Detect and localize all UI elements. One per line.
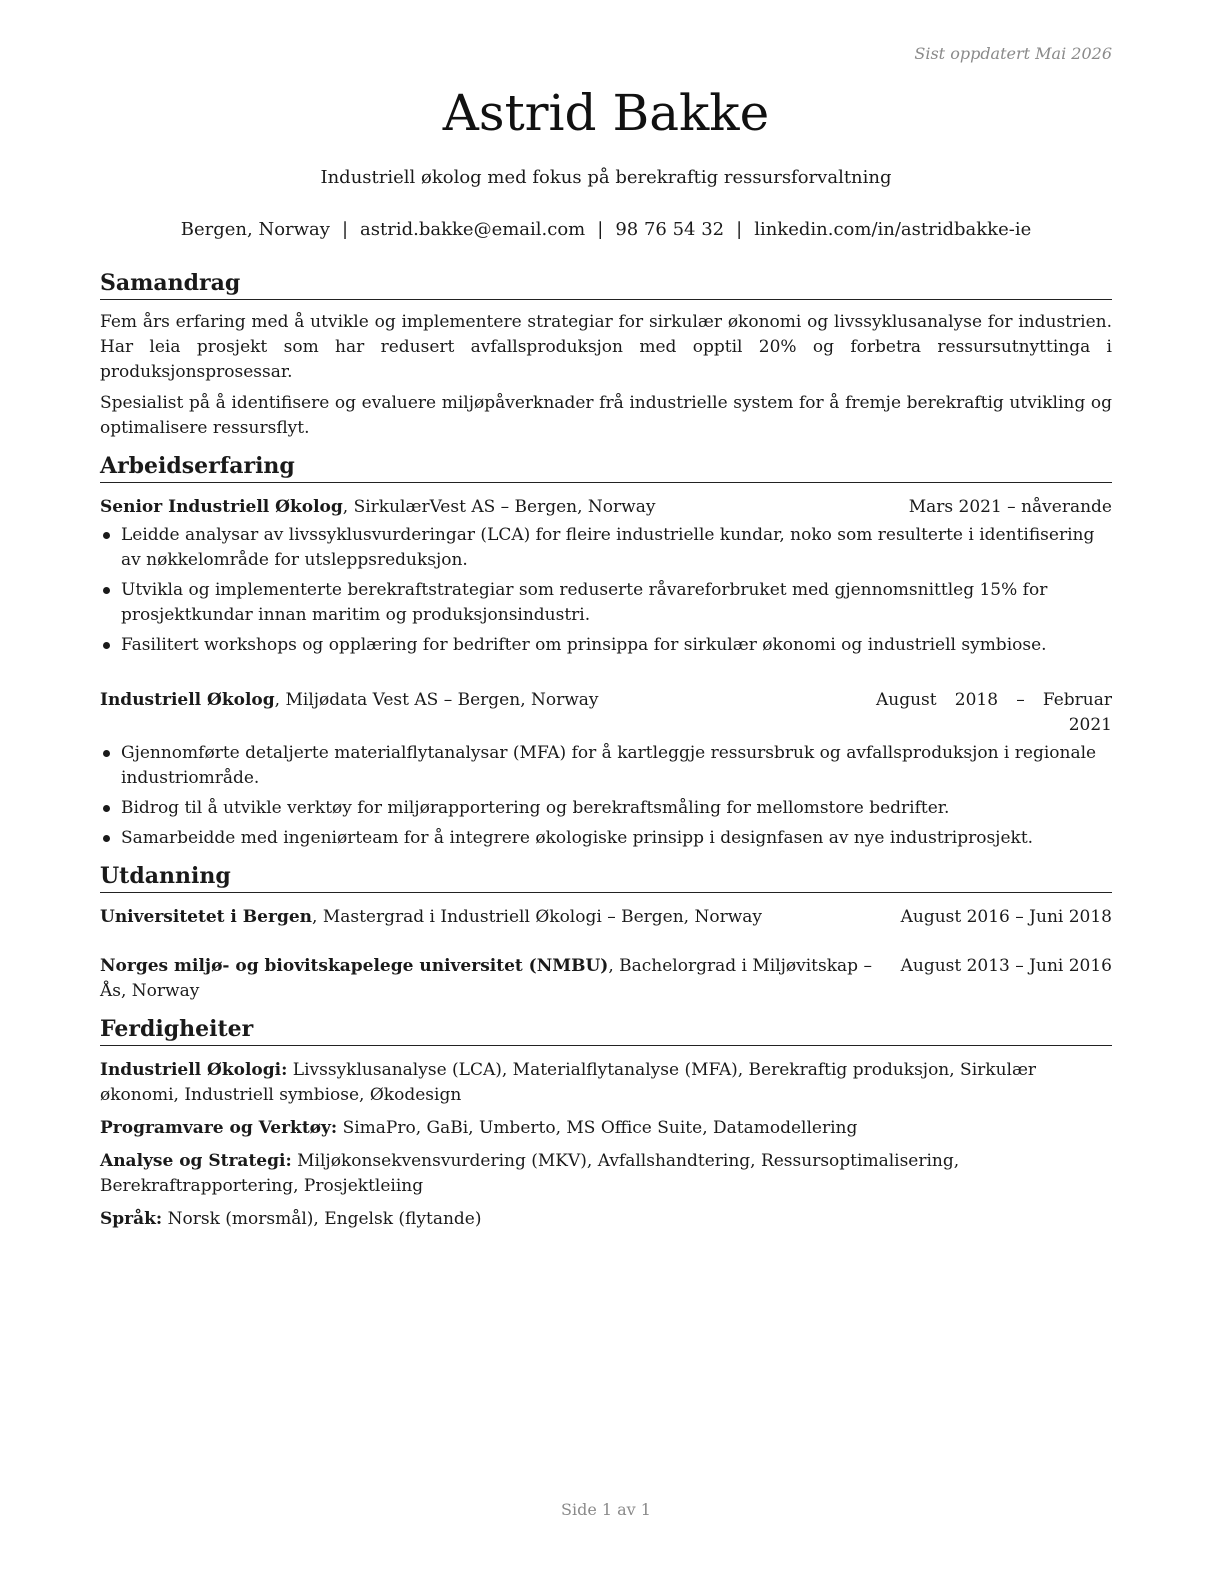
list-item: Fasilitert workshops og opplæring for bedrifter om prinsippa for sirkulær økonomi og industriell symbiose. (100, 633, 1112, 658)
education-entry (100, 954, 1112, 1004)
contact-location: Bergen, Norway (180, 219, 330, 240)
skill-label: Programvare og Verktøy: (100, 1118, 338, 1138)
education-entry (100, 905, 1112, 930)
resume-content (100, 268, 1112, 1232)
section-title-summary: Samandrag (100, 268, 1112, 300)
job-title-line (100, 495, 909, 520)
education-header (100, 954, 1112, 1004)
education-dates: August 2016 – Juni 2018 (900, 907, 1112, 927)
skill-row (100, 1058, 1112, 1108)
job-header (100, 495, 1112, 520)
job-dates: August 2018 – Februar 2021 (876, 690, 1112, 735)
list-item: Bidrog til å utvikle verktøy for miljørapportering og berekraftsmåling for mellomstore bedrifter. (100, 796, 1112, 821)
last-updated: Sist oppdatert Mai 2026 (914, 44, 1112, 63)
skill-value: Norsk (morsmål), Engelsk (flytande) (162, 1209, 482, 1229)
separator: | (341, 219, 349, 240)
list-item: Utvikla og implementerte berekraftstrategiar som reduserte råvareforbruket med gjennomsnittleg 15% for prosjektkundar innan maritim og produksjonsindustri. (100, 578, 1112, 628)
contact-phone: 98 76 54 32 (615, 219, 725, 240)
section-title-education: Utdanning (100, 861, 1112, 893)
section-title-experience: Arbeidserfaring (100, 451, 1112, 483)
job-dates: Mars 2021 – nåverande (908, 497, 1112, 517)
skill-row (100, 1116, 1112, 1141)
summary-paragraph: Fem års erfaring med å utvikle og implementere strategiar for sirkulær økonomi og livssyklusanalyse for industrien. Har leia prosjekt som har redusert avfallsproduksjon med opptil 20% og forbetra ressursutnyttinga i produksjonsprosessar. (100, 312, 1112, 382)
skill-row (100, 1207, 1112, 1232)
job-header (100, 688, 1112, 738)
skill-label: Industriell Økologi: (100, 1060, 288, 1080)
skill-label: Språk: (100, 1209, 163, 1229)
skill-label: Analyse og Strategi: (100, 1151, 292, 1171)
list-item: Leidde analysar av livssyklusvurderingar (LCA) for fleire industrielle kundar, noko som resulterte i identifisering av nøkkelområde for utsleppsreduksjon. (100, 523, 1112, 573)
job-entry (100, 495, 1112, 658)
job-title-line (100, 688, 876, 738)
page-number: Side 1 av 1 (561, 1500, 651, 1519)
contact-line (100, 219, 1112, 240)
skills-section (100, 1014, 1112, 1232)
skill-row (100, 1149, 1112, 1199)
education-line (100, 905, 901, 930)
skill-value: Miljøkonsekvensvurdering (MKV), Avfallshandtering, Ressursoptimalisering, Berekraftrapportering, Prosjektleiing (100, 1151, 960, 1196)
education-dates: August 2013 – Juni 2016 (900, 956, 1112, 976)
separator: | (597, 219, 604, 240)
job-bullets (100, 523, 1112, 658)
summary-paragraph: Spesialist på å identifisere og evaluere miljøpåverknader frå industrielle system for å fremje berekraftig utvikling og optimalisere ressursflyt. (100, 393, 1112, 438)
degree-details: , Mastergrad i Industriell Økologi – Bergen, Norway (312, 907, 763, 927)
contact-linkedin[interactable]: linkedin.com/in/astridbakke-ie (754, 219, 1032, 240)
summary-section (100, 268, 1112, 441)
job-bullets (100, 741, 1112, 851)
contact-email[interactable]: astrid.bakke@email.com (360, 219, 586, 240)
tagline: Industriell økolog med fokus på berekraftig ressursforvaltning (320, 167, 892, 188)
candidate-name: Astrid Bakke (442, 84, 770, 142)
experience-section (100, 451, 1112, 851)
degree-details: , Bachelorgrad i Miljøvitskap – Ås, Norway (100, 956, 872, 1001)
job-details: , SirkulærVest AS – Bergen, Norway (342, 497, 656, 517)
education-section (100, 861, 1112, 1004)
job-role: Senior Industriell Økolog (100, 497, 343, 517)
school-name: Universitetet i Bergen (100, 907, 313, 927)
section-title-skills: Ferdigheiter (100, 1014, 1112, 1046)
job-details: , Miljødata Vest AS – Bergen, Norway (274, 690, 599, 710)
resume-page (100, 0, 1112, 1584)
skill-value: Livssyklusanalyse (LCA), Materialflytanalyse (MFA), Berekraftig produksjon, Sirkulær økonomi, Industriell symbiose, Økodesign (100, 1060, 1037, 1105)
job-entry (100, 688, 1112, 851)
list-item: Samarbeidde med ingeniørteam for å integrere økologiske prinsipp i designfasen av nye industriprosjekt. (100, 826, 1112, 851)
school-name: Norges miljø- og biovitskapelege universitet (NMBU) (100, 956, 609, 976)
education-header (100, 905, 1112, 930)
separator: | (736, 219, 743, 240)
skill-value: SimaPro, GaBi, Umberto, MS Office Suite, Datamodellering (337, 1118, 858, 1138)
job-role: Industriell Økolog (100, 690, 275, 710)
list-item: Gjennomførte detaljerte materialflytanalysar (MFA) for å kartleggje ressursbruk og avfallsproduksjon i regionale industriområde. (100, 741, 1112, 791)
education-line (100, 954, 901, 1004)
